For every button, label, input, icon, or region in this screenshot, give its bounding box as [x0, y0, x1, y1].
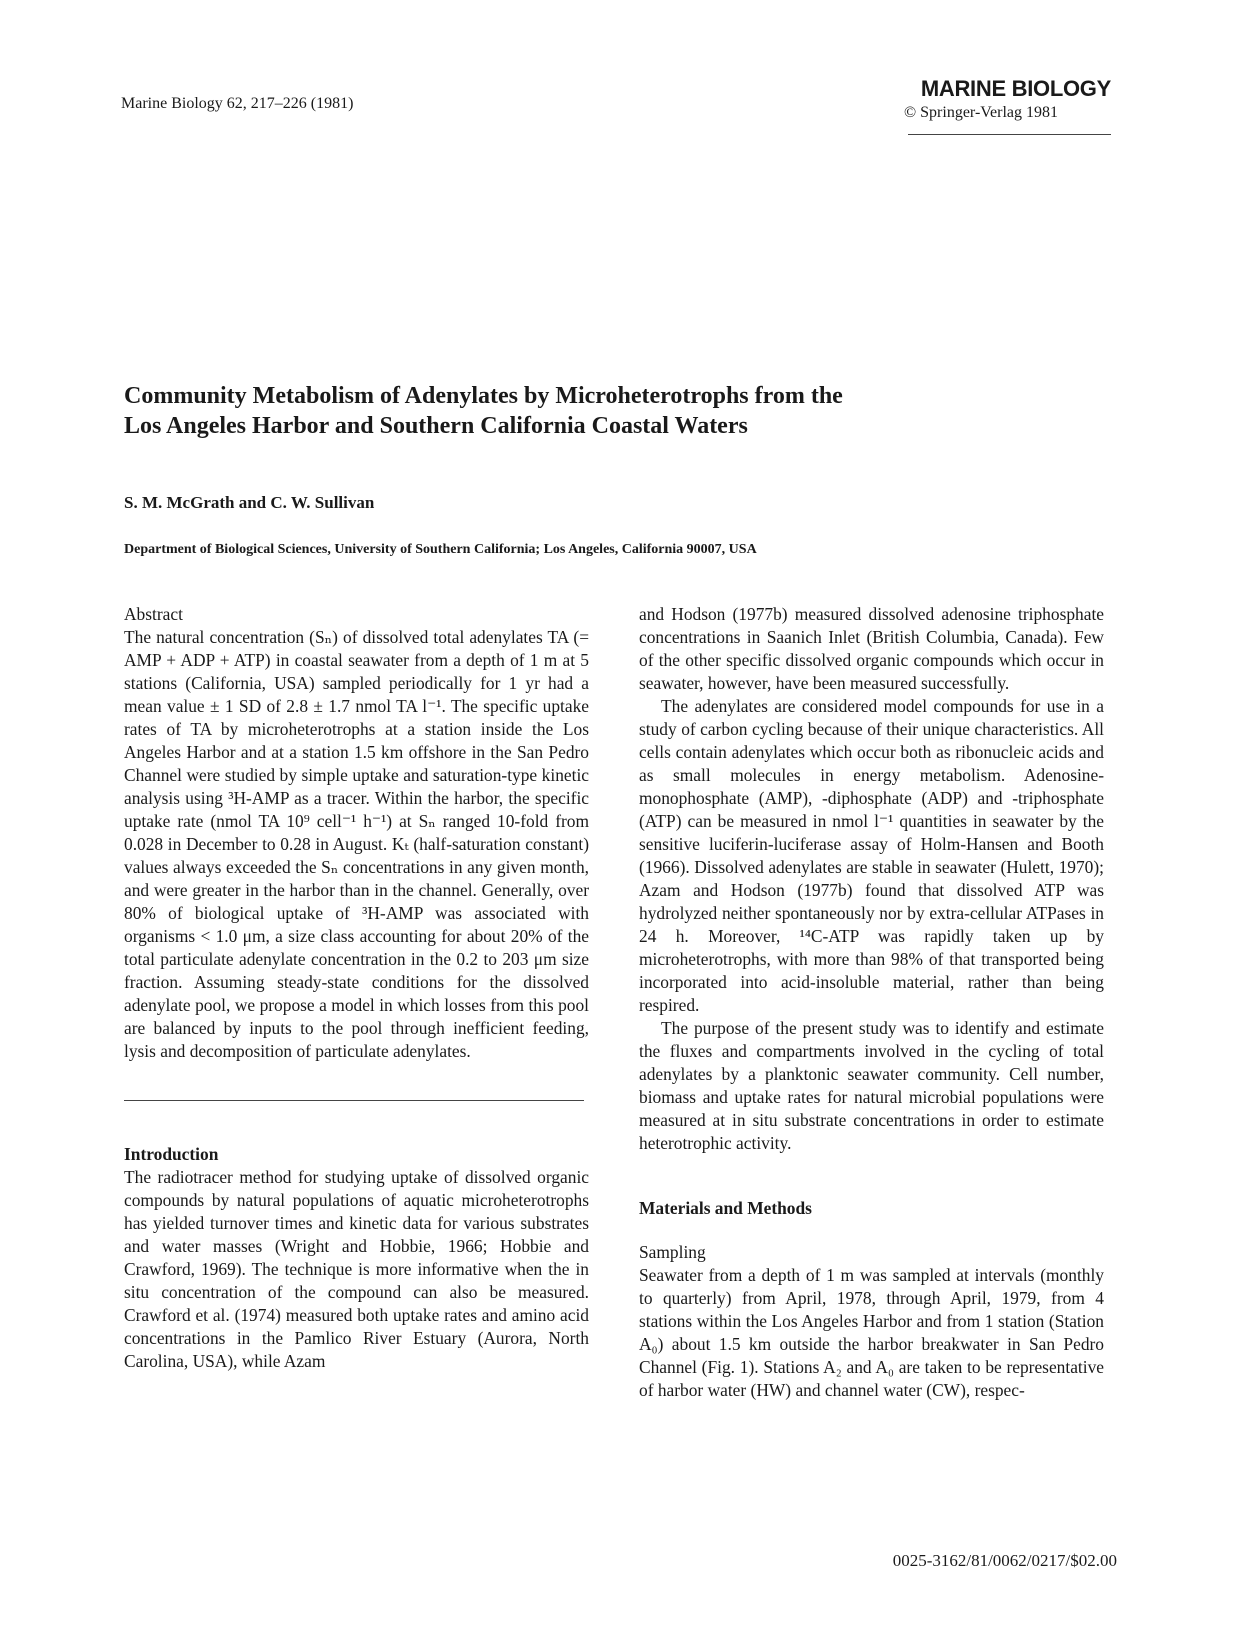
- introduction-text: The radiotracer method for studying uptake of dissolved organic compounds by natural populations of aquatic microheterotrophs has yielded turnover times and kinetic data for various substrates and water masses (Wright and Hobbie, 1966; Hobbie and Crawford, 1969). The technique is more informative when the in situ concentration of the compound can also be measured. Crawford et al. (1974) measured both uptake rates and amino acid concentrations in the Pamlico River Estuary (Aurora, North Carolina, USA), while Azam: [124, 1167, 589, 1371]
- abstract-divider: [124, 1100, 584, 1101]
- right-column: [639, 603, 1104, 1402]
- article-code: 0025-3162/81/0062/0217/$02.00: [892, 1551, 1117, 1570]
- affiliation: Department of Biological Sciences, University of Southern California; Los Angeles, California 90007, USA: [124, 542, 757, 557]
- introduction-paragraph: The adenylates are considered model compounds for use in a study of carbon cycling because of their unique characteristics. All cells contain adenylates which occur both as ribonucleic acids and as small molecules in energy metabolism. Adenosine-monophosphate (AMP), -diphosphate (ADP) and -triphosphate (ATP) can be measured in nmol l⁻¹ quantities in seawater by the sensitive luciferin-luciferase assay of Holm-Hansen and Booth (1966). Dissolved adenylates are stable in seawater (Hulett, 1970); Azam and Hodson (1977b) found that dissolved ATP was hydrolyzed neither spontaneously nor by extra-cellular ATPases in 24 h. Moreover, ¹⁴C-ATP was rapidly taken up by microheterotrophs, with more than 98% of that transported being incorporated into acid-insoluble material, rather than being respired.: [639, 696, 1104, 1015]
- methods-heading: Materials and Methods: [639, 1198, 812, 1218]
- introduction-text-continued: and Hodson (1977b) measured dissolved adenosine triphosphate concentrations in Saanich Inlet (British Columbia, Canada). Few of the other specific dissolved organic compounds which occur in seawater, however, have been measured successfully.: [639, 604, 1104, 693]
- sampling-text: Seawater from a depth of 1 m was sampled at intervals (monthly to quarterly) from April, 1978, through April, 1979, from 4 stations within the Los Angeles Harbor and from 1 station (Station A₀) about 1.5 km outside the harbor breakwater in San Pedro Channel (Fig. 1). Stations A₂ and A₀ are taken to be representative of harbor water (HW) and channel water (CW), respec-: [639, 1265, 1104, 1400]
- introduction-paragraph: The purpose of the present study was to identify and estimate the fluxes and compartments involved in the cycling of total adenylates by a planktonic seawater community. Cell number, biomass and uptake rates for natural microbial populations were measured at in situ substrate concentrations in order to estimate heterotrophic activity.: [639, 1018, 1104, 1153]
- publisher-copyright: © Springer-Verlag 1981: [904, 104, 1059, 121]
- title-line: Los Angeles Harbor and Southern California Coastal Waters: [124, 413, 748, 439]
- abstract-text: The natural concentration (Sₙ) of dissolved total adenylates TA (= AMP + ADP + ATP) in coastal seawater from a depth of 1 m at 5 stations (California, USA) sampled periodically for 1 yr had a mean value ± 1 SD of 2.8 ± 1.7 nmol TA l⁻¹. The specific uptake rates of TA by microheterotrophs at a station inside the Los Angeles Harbor and at a station 1.5 km offshore in the San Pedro Channel were studied by simple uptake and saturation-type kinetic analysis using ³H-AMP as a tracer. Within the harbor, the specific uptake rate (nmol TA 10⁹ cell⁻¹ h⁻¹) at Sₙ ranged 10-fold from 0.028 in December to 0.28 in August. Kₜ (half-saturation constant) values always exceeded the Sₙ concentrations in any given month, and were greater in the harbor than in the channel. Generally, over 80% of biological uptake of ³H-AMP was associated with organisms < 1.0 μm, a size class accounting for about 20% of the total particulate adenylate concentration in the 0.2 to 203 μm size fraction. Assuming steady-state conditions for the dissolved adenylate pool, we propose a model in which losses from this pool are balanced by inputs to the pool through inefficient feeding, lysis and decomposition of particulate adenylates.: [124, 627, 589, 1061]
- journal-name: MARINE BIOLOGY: [920, 76, 1111, 101]
- journal-masthead: [896, 76, 1111, 122]
- abstract-heading: Abstract: [124, 604, 183, 624]
- authors: S. M. McGrath and C. W. Sullivan: [124, 493, 375, 512]
- journal-citation: Marine Biology 62, 217–226 (1981): [121, 95, 354, 112]
- left-column: [124, 603, 589, 1373]
- paper-title: [124, 381, 1084, 441]
- sampling-subheading: Sampling: [639, 1242, 706, 1262]
- masthead-rule: [908, 134, 1111, 135]
- introduction-heading: Introduction: [124, 1144, 219, 1164]
- title-line: Community Metabolism of Adenylates by Microheterotrophs from the: [124, 383, 843, 409]
